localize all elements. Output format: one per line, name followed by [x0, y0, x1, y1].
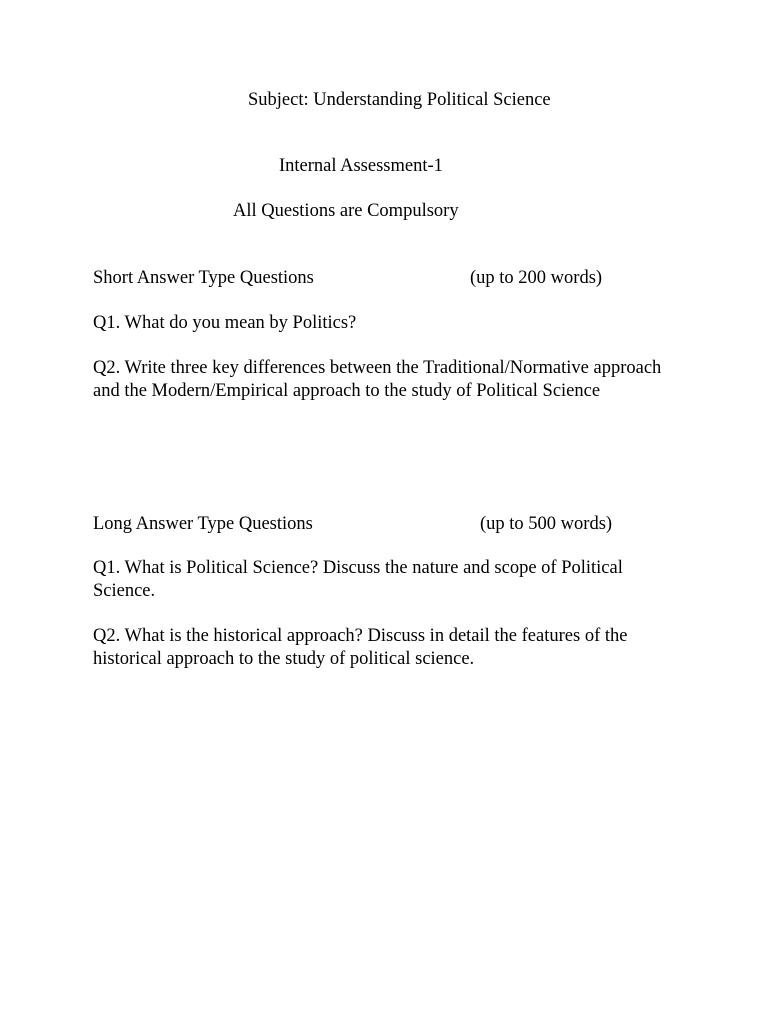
short-answer-word-limit: (up to 200 words)	[470, 268, 603, 288]
instruction-text: All Questions are Compulsory	[233, 201, 459, 221]
short-answer-section-heading	[93, 267, 673, 289]
long-answer-section-heading	[93, 513, 673, 535]
long-question-2: Q2. What is the historical approach? Discuss in detail the features of the historical approach to the study of political science.	[93, 626, 628, 669]
long-question-1: Q1. What is Political Science? Discuss the nature and scope of Political Science.	[93, 558, 623, 601]
long-answer-word-limit: (up to 500 words)	[480, 514, 613, 534]
short-question-2: Q2. Write three key differences between the Traditional/Normative approach and the Modern/Empirical approach to the study of Political Science	[93, 358, 662, 401]
subject-title: Subject: Understanding Political Science	[248, 90, 551, 110]
short-question-1: Q1. What do you mean by Politics?	[93, 313, 357, 333]
long-answer-heading-label: Long Answer Type Questions	[93, 514, 313, 534]
short-answer-heading-label: Short Answer Type Questions	[93, 268, 314, 288]
assessment-title: Internal Assessment-1	[279, 156, 443, 176]
